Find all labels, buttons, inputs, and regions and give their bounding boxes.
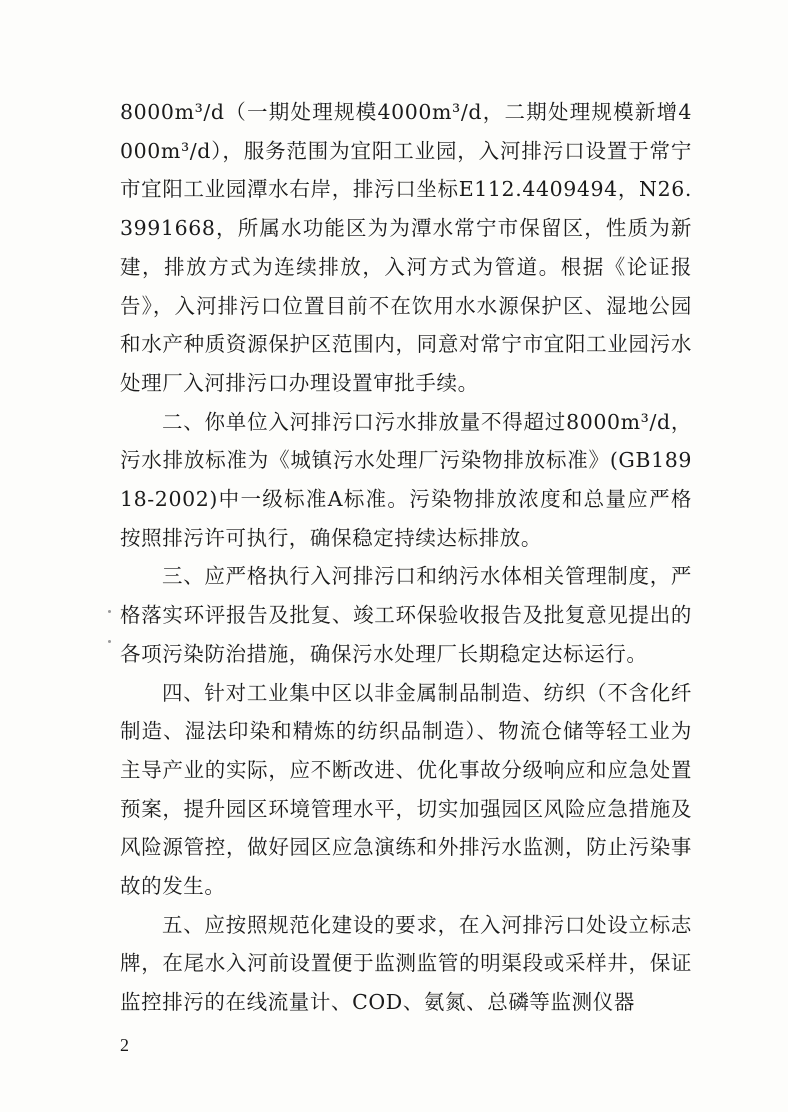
paragraph-continuation: 8000m³/d（一期处理规模4000m³/d，二期处理规模新增4000m³/d），服务范围为宜阳工业园，入河排污口设置于常宁市宜阳工业园潭水右岸，排污口坐标E112.4409494，N26.3991668，所属水功能区为为潭水常宁市保留区，性质为新建，排放方式为连续排放，入河方式为管道。根据《论证报告》，入河排污口位置目前不在饮用水水源保护区、湿地公园和水产种质资源保护区范围内，同意对常宁市宜阳工业园污水处理厂入河排污口办理设置审批手续。 bbox=[120, 100, 692, 395]
document-body bbox=[120, 93, 692, 1022]
paragraph-item-4: 四、针对工业集中区以非金属制品制造、纺织（不含化纤制造、湿法印染和精炼的纺织品制造）、物流仓储等轻工业为主导产业的实际，应不断改进、优化事故分级响应和应急处置预案，提升园区环境管理水平，切实加强园区风险应急措施及风险源管控，做好园区应急演练和外排污水监测，防止污染事故的发生。 bbox=[120, 680, 692, 899]
scan-speck-mark bbox=[108, 640, 111, 643]
paragraph-item-3: 三、应严格执行入河排污口和纳污水体相关管理制度，严格落实环评报告及批复、竣工环保验收报告及批复意见提出的各项污染防治措施，确保污水处理厂长期稳定达标运行。 bbox=[120, 564, 692, 666]
page-number: 2 bbox=[120, 1035, 129, 1055]
paragraph-item-2: 二、你单位入河排污口污水排放量不得超过8000m³/d，污水排放标准为《城镇污水处理厂污染物排放标准》(GB18918-2002)中一级标准A标准。污染物排放浓度和总量应严格按照排污许可执行，确保稳定持续达标排放。 bbox=[120, 409, 692, 550]
scan-speck-mark bbox=[108, 610, 111, 613]
paragraph-item-5: 五、应按照规范化建设的要求，在入河排污口处设立标志牌，在尾水入河前设置便于监测监管的明渠段或采样井，保证监控排污的在线流量计、COD、氨氮、总磷等监测仪器 bbox=[120, 912, 692, 1015]
